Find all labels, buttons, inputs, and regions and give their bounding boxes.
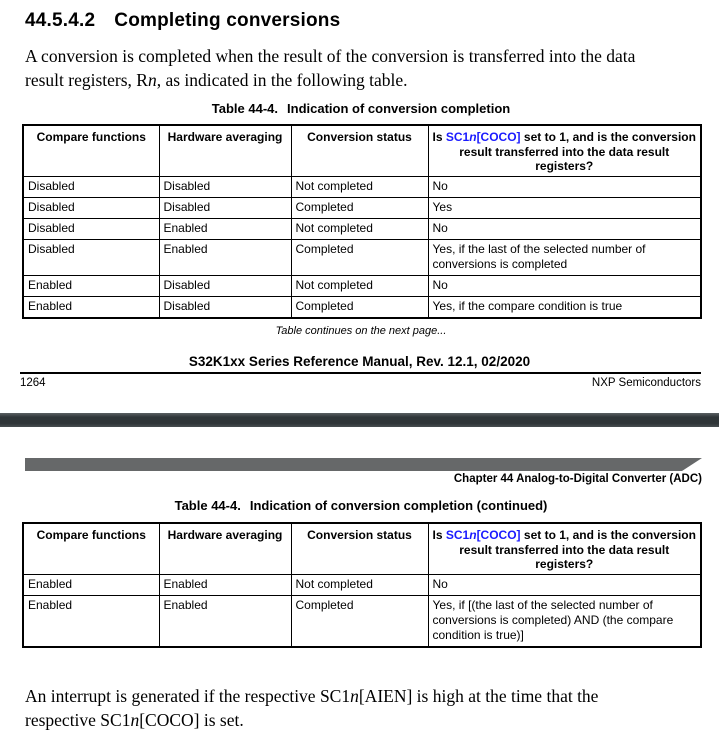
table-caption-label: Table 44-4. [211,101,279,116]
conversion-completion-table [22,124,702,319]
table-cell: Enabled [23,596,159,648]
table-cell: Yes, if [(the last of the selected number of conversions is completed) AND (the compare condition is true)] [428,596,701,648]
table-cell: Completed [291,297,428,319]
table-cell: Enabled [159,240,291,276]
table-header-row [23,523,701,575]
table-row [23,575,701,596]
table-cell: No [428,276,701,297]
table-cell: Completed [291,596,428,648]
table-cell: Completed [291,240,428,276]
table-header-row [23,125,701,177]
section-title: Completing conversions [114,10,341,31]
col-header-compare-functions: Compare functions [23,523,159,575]
table2-caption [22,498,700,513]
col-header-hardware-averaging: Hardware averaging [159,523,291,575]
manual-title-footer: S32K1xx Series Reference Manual, Rev. 12.1, 02/2020 [188,354,531,369]
section-heading [25,10,340,32]
table-cell: Disabled [159,177,291,198]
table-cell: No [428,219,701,240]
paragraph-line: An interrupt is generated if the respective SC1n[AIEN] is high at the time that the [25,686,599,706]
table-cell: Yes [428,198,701,219]
conversion-completion-table-continued [22,522,702,648]
intro-paragraph [25,44,635,92]
col-header-compare-functions: Compare functions [23,125,159,177]
page-separator-band [0,413,719,427]
table-cell: Completed [291,198,428,219]
table-cell: Disabled [23,219,159,240]
table-cell: Not completed [291,177,428,198]
chapter-header-bar [25,458,702,471]
paragraph-line: respective SC1n[COCO] is set. [25,710,244,730]
table-caption-label: Table 44-4. [174,498,241,513]
table-cell: Enabled [23,276,159,297]
col-header-hardware-averaging: Hardware averaging [159,125,291,177]
col-header-conversion-status: Conversion status [291,523,428,575]
table-cell: Enabled [23,575,159,596]
table-cell: Yes, if the compare condition is true [428,297,701,319]
table-row [23,198,701,219]
table-cell: Disabled [159,297,291,319]
table-cell: Not completed [291,575,428,596]
table-cell: Not completed [291,276,428,297]
table-cell: Not completed [291,219,428,240]
table-cell: Disabled [159,276,291,297]
table-cell: Disabled [23,240,159,276]
col-header-coco-question: Is SC1n[COCO] set to 1, and is the conversion result transferred into the data result registers? [428,523,701,575]
table-cell: Enabled [159,575,291,596]
register-n-italic: n [350,686,359,706]
table-cell: Disabled [23,198,159,219]
table-cell: No [428,177,701,198]
closing-paragraph [25,684,598,732]
page-footer [20,377,701,389]
table-caption-title: Indication of conversion completion [287,101,511,116]
paragraph-line: A conversion is completed when the result of the conversion is transferred into the data [25,46,636,66]
table-cell: Enabled [159,596,291,648]
table1-caption [22,101,700,116]
register-n-italic: n [130,710,140,730]
table-cell: No [428,575,701,596]
table-cell: Disabled [23,177,159,198]
sc1n-coco-link[interactable]: SC1n[COCO] [445,528,521,542]
page-number: 1264 [20,377,46,389]
table-cell: Enabled [23,297,159,319]
paragraph-line: result registers, Rn, as indicated in the following table. [25,70,408,90]
table-cell: Disabled [159,198,291,219]
chapter-header-text: Chapter 44 Analog-to-Digital Converter (ADC) [453,473,702,485]
register-n-italic: n [147,70,157,90]
table-row [23,240,701,276]
sc1n-coco-link[interactable]: SC1n[COCO] [445,130,521,144]
section-number: 44.5.4.2 [25,10,96,31]
col-header-coco-question: Is SC1n[COCO] set to 1, and is the conversion result transferred into the data result registers? [428,125,701,177]
table-row [23,219,701,240]
col-header-conversion-status: Conversion status [291,125,428,177]
table-row [23,596,701,648]
footer-divider [20,372,701,374]
table-row [23,276,701,297]
publisher-name: NXP Semiconductors [591,377,701,389]
table-caption-title: Indication of conversion completion (continued) [249,498,548,513]
table-row [23,297,701,319]
table-row [23,177,701,198]
table-cell: Yes, if the last of the selected number of conversions is completed [428,240,701,276]
table-continues-note: Table continues on the next page... [275,325,447,337]
table-cell: Enabled [159,219,291,240]
